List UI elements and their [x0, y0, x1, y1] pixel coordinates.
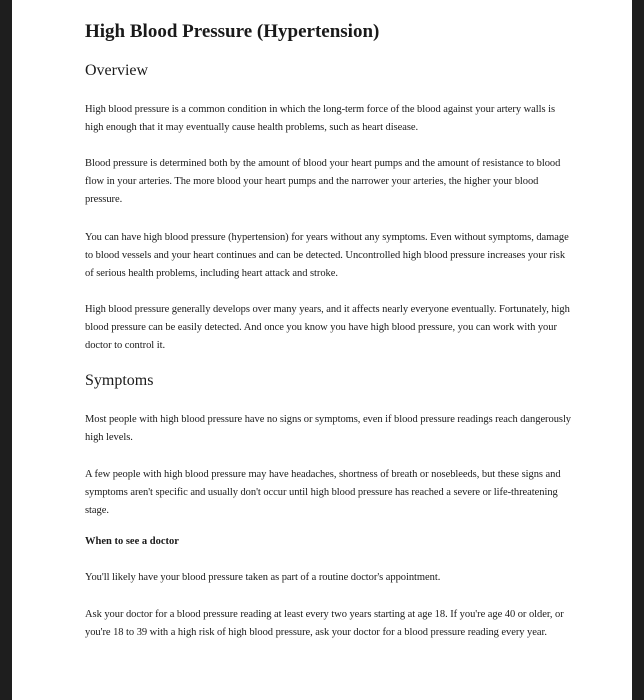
overview-paragraph-3: You can have high blood pressure (hypertension) for years without any symptoms. Even without symptoms, damage to blood vessels and your heart continues and can be detected. Uncontrolled high blood pressure increases your risk of serious health problems, including heart attack and stroke.	[85, 232, 569, 279]
overview-paragraph-4: High blood pressure generally develops over many years, and it affects nearly everyone eventually. Fortunately, high blood pressure can be easily detected. And once you know you have high blood pressure, you can work with your doctor to control it.	[85, 304, 570, 351]
document-title: High Blood Pressure (Hypertension)	[85, 21, 380, 42]
symptoms-paragraph-2: A few people with high blood pressure may have headaches, shortness of breath or nosebleeds, but these signs and symptoms aren't specific and usually don't occur until high blood pressure has reached a severe or life-threatening stage.	[85, 469, 561, 516]
symptoms-heading: Symptoms	[85, 372, 154, 389]
overview-heading: Overview	[85, 62, 149, 79]
overview-paragraph-1: High blood pressure is a common condition in which the long-term force of the blood against your artery walls is high enough that it may eventually cause health problems, such as heart disease.	[85, 104, 556, 133]
document-page	[12, 0, 632, 700]
doctor-paragraph-2: Ask your doctor for a blood pressure reading at least every two years starting at age 18. If you're age 40 or older, or you're 18 to 39 with a high risk of high blood pressure, ask your doctor for a blood pressure reading every year.	[85, 609, 564, 638]
doctor-paragraph-1: You'll likely have your blood pressure taken as part of a routine doctor's appointment.	[85, 572, 441, 583]
symptoms-paragraph-1: Most people with high blood pressure have no signs or symptoms, even if blood pressure readings reach dangerously high levels.	[85, 414, 572, 443]
overview-paragraph-2: Blood pressure is determined both by the amount of blood your heart pumps and the amount of resistance to blood flow in your arteries. The more blood your heart pumps and the narrower your arteries, the higher your blood pressure.	[85, 158, 561, 205]
when-to-see-doctor-heading: When to see a doctor	[85, 536, 179, 547]
